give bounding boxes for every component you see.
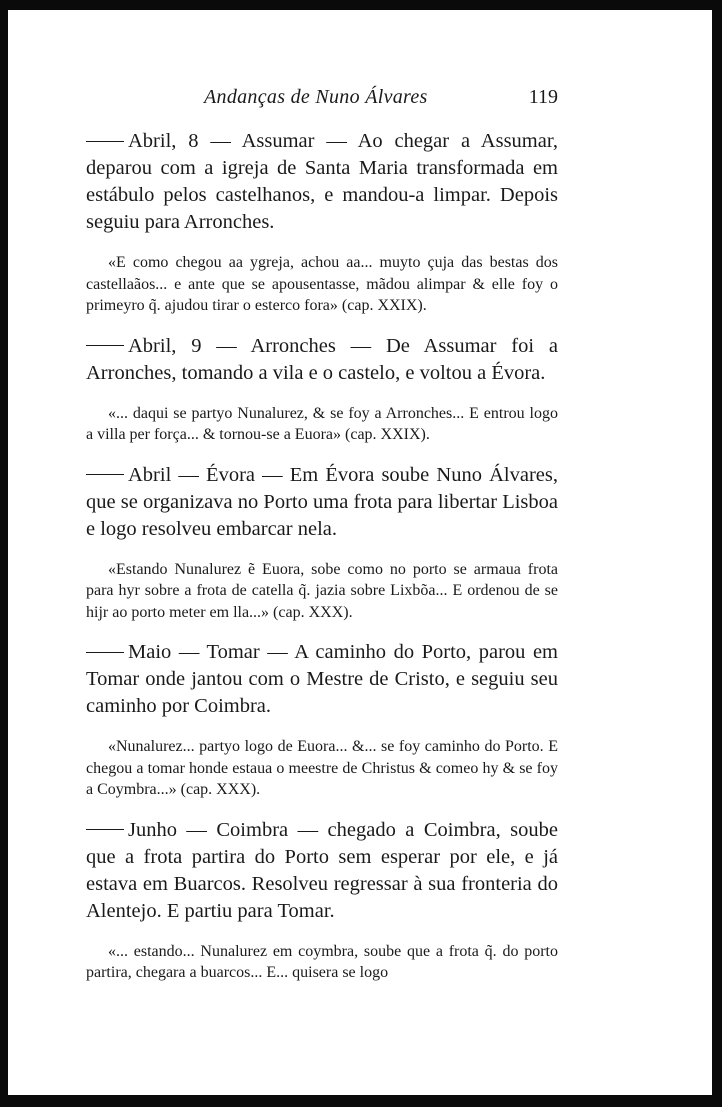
running-title: Andanças de Nuno Álvares [204, 86, 428, 108]
entry-abril-8 [86, 128, 558, 317]
em-rule [86, 345, 124, 346]
em-rule [86, 474, 124, 475]
em-rule [86, 141, 124, 142]
running-header [86, 82, 558, 118]
entry-text: Abril, 8 — Assumar — Ao chegar a Assumar, deparou com a igreja de Santa Maria transformada em estábulo pelos castelhanos, e mandou-a limpar. Depois seguiu para Arronches. [86, 130, 558, 233]
entry-text: Junho — Coimbra — chegado a Coimbra, soube que a frota partira do Porto sem esperar por ele, e já estava em Buarcos. Resolveu regressar à sua fronteria do Alentejo. E partiu para Tomar. [86, 818, 558, 922]
entry-quote: «... estando... Nunalurez em coymbra, soube que a frota q̃. do porto partira, chegara a buarcos... E... quisera se logo [86, 942, 558, 981]
entry-abril-9 [86, 333, 558, 446]
entry-quote: «Estando Nunalurez ẽ Euora, sobe como no porto se armaua frota para hyr sobre a frota de catella q̃. jazia sobre Lixbõa... E ordenou de se hijr ao porto meter em lla...» (cap. XXX). [86, 560, 558, 621]
entry-text: Maio — Tomar — A caminho do Porto, parou em Tomar onde jantou com o Mestre de Cristo, e seguiu seu caminho por Coimbra. [86, 641, 558, 717]
page-number: 119 [528, 86, 558, 108]
entry-quote: «Nunalurez... partyo logo de Euora... &... se foy caminho do Porto. E chegou a tomar honde estaua o meestre de Christus & comeo hy & se foy a Coymbra...» (cap. XXX). [86, 738, 558, 798]
entry-abril-evora [86, 462, 558, 624]
em-rule [86, 829, 124, 830]
book-page [86, 82, 558, 984]
em-rule [86, 652, 124, 653]
entry-junho-coimbra [86, 817, 558, 984]
entry-text: Abril — Évora — Em Évora soube Nuno Álvares, que se organizava no Porto uma frota para libertar Lisboa e logo resolveu embarcar nela. [86, 463, 558, 540]
entry-text: Abril, 9 — Arronches — De Assumar foi a Arronches, tomando a vila e o castelo, e voltou a Évora. [86, 334, 558, 384]
entry-quote: «E como chegou aa ygreja, achou aa... muyto çuja das bestas dos castellaãos... e ante que se apousentasse, mãdou alimpar & elle foy o primeyro q̃. ajudou tirar o esterco fora» (cap. XXIX). [86, 254, 558, 314]
entry-quote: «... daqui se partyo Nunalurez, & se foy a Arronches... E entrou logo a villa per força... & tornou-se a Euora» (cap. XXIX). [86, 404, 558, 443]
entry-maio-tomar [86, 639, 558, 801]
